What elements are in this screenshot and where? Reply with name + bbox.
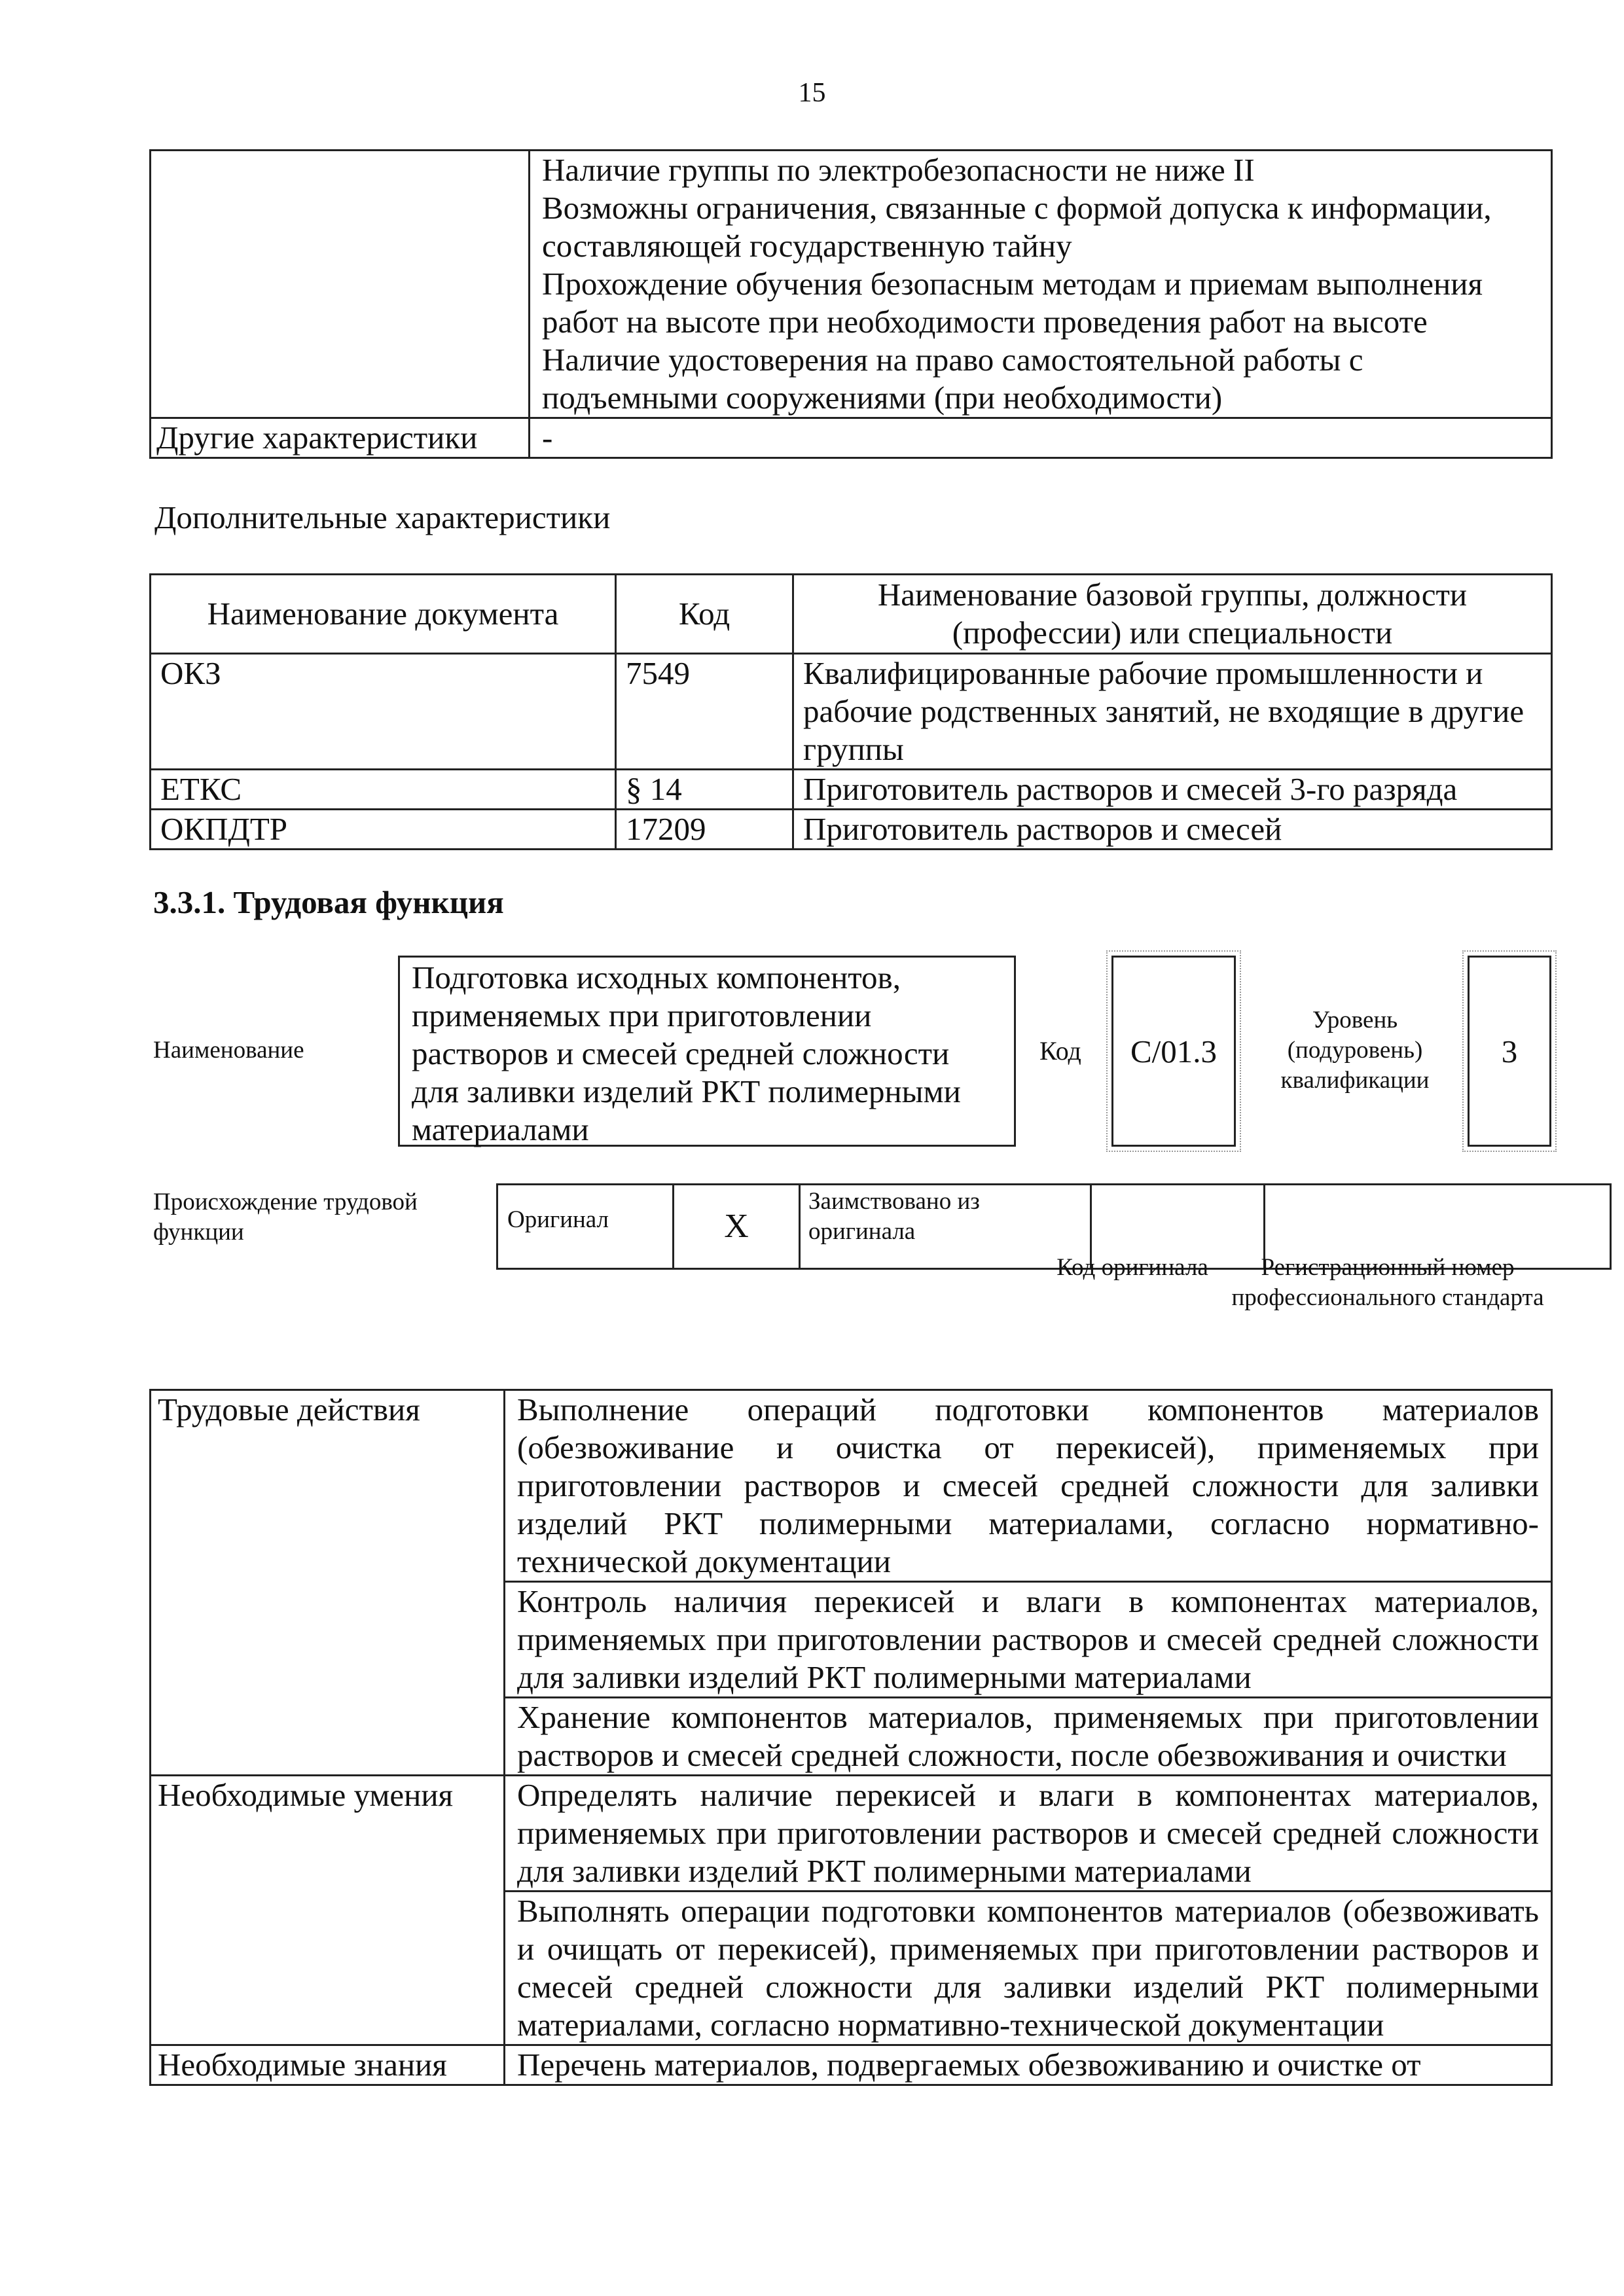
table-row — [151, 418, 1552, 458]
qualification-level-label: Уровень (подуровень) квалификации — [1280, 1007, 1430, 1094]
table-row — [151, 810, 1552, 850]
required-knowledge-label: Необходимые знания — [151, 2045, 505, 2085]
table-row — [151, 1776, 1552, 1892]
original-code-caption: Код оригинала — [1056, 1254, 1208, 1281]
function-name-box: Подготовка исходных компонентов, применяемых при приготовлении растворов и смесей средней сложности для заливки изделий РКТ полимерными материалами — [398, 956, 1016, 1147]
cell-document: ОКПДТР — [151, 810, 616, 850]
origin-borrowed-label: Заимствовано из оригинала — [800, 1185, 1091, 1269]
labor-action-cell: Выполнение операций подготовки компонентов материалов (обезвоживание и очистка от перекисей), применяемых при приготовлении растворов и смесей средней сложности для заливки изделий РКТ полимерными материалами, согласно нормативно-технической документации — [505, 1390, 1552, 1582]
qualification-level-box: 3 — [1468, 956, 1551, 1147]
conditions-value-cell — [530, 151, 1552, 418]
labor-function-table — [149, 1389, 1553, 2086]
labor-function-heading: 3.3.1. Трудовая функция — [153, 884, 504, 920]
additional-characteristics-title: Дополнительные характеристики — [154, 499, 611, 535]
requirement-line: Наличие группы по электробезопасности не ниже II — [542, 152, 1255, 188]
cell-code: § 14 — [616, 770, 793, 810]
cell-document: ОКЗ — [151, 654, 616, 770]
conditions-table — [149, 149, 1553, 459]
requirement-line: Наличие удостоверения на право самостоятельной работы с подъемными сооружениями (при необходимости) — [542, 342, 1363, 416]
cell-document: ЕТКС — [151, 770, 616, 810]
skill-cell: Определять наличие перекисей и влаги в компонентах материалов, применяемых при приготовлении растворов и смесей средней сложности для заливки изделий РКТ полимерными материалами — [505, 1776, 1552, 1892]
cell-group-name: Приготовитель растворов и смесей — [793, 810, 1552, 850]
conditions-label-cell — [151, 151, 530, 418]
other-characteristics-value: - — [530, 418, 1552, 458]
cell-code: 7549 — [616, 654, 793, 770]
requirement-line: Прохождение обучения безопасным методам и приемам выполнения работ на высоте при необходимости проведения работ на высоте — [542, 266, 1483, 340]
origin-original-mark: X — [674, 1185, 800, 1269]
column-header-document: Наименование документа — [151, 575, 616, 654]
labor-action-cell: Хранение компонентов материалов, применяемых при приготовлении растворов и смесей средней сложности, после обезвоживания и очистки — [505, 1698, 1552, 1776]
required-skills-label: Необходимые умения — [151, 1776, 505, 2045]
function-code-box: С/01.3 — [1111, 956, 1236, 1147]
table-row — [151, 2045, 1552, 2085]
table-row — [151, 654, 1552, 770]
function-origin-label: Происхождение трудовой функции — [153, 1189, 418, 1246]
cell-group-name: Квалифицированные рабочие промышленности и рабочие родственных занятий, не входящие в другие группы — [793, 654, 1552, 770]
requirement-line: Возможны ограничения, связанные с формой допуска к информации, составляющей государственную тайну — [542, 190, 1492, 264]
cell-code: 17209 — [616, 810, 793, 850]
column-header-code: Код — [616, 575, 793, 654]
table-row — [151, 151, 1552, 418]
labor-actions-label: Трудовые действия — [151, 1390, 505, 1776]
table-row — [151, 770, 1552, 810]
page-number: 15 — [798, 78, 826, 108]
column-header-group-name: Наименование базовой группы, должности (профессии) или специальности — [793, 575, 1552, 654]
labor-action-cell: Контроль наличия перекисей и влаги в компонентах материалов, применяемых при приготовлении растворов и смесей средней сложности для заливки изделий РКТ полимерными материалами — [505, 1582, 1552, 1698]
additional-characteristics-table — [149, 573, 1553, 850]
knowledge-cell: Перечень материалов, подвергаемых обезвоживанию и очистке от — [505, 2045, 1552, 2085]
other-characteristics-label: Другие характеристики — [151, 418, 530, 458]
table-row — [151, 1390, 1552, 1582]
origin-original-label: Оригинал — [497, 1185, 674, 1269]
registration-number-caption: Регистрационный номер профессионального стандарта — [1231, 1254, 1544, 1311]
table-header-row — [151, 575, 1552, 654]
skill-cell: Выполнять операции подготовки компонентов материалов (обезвоживать и очищать от перекисей), применяемых при приготовлении растворов и смесей средней сложности для заливки изделий РКТ полимерными материалами, согласно нормативно-технической документации — [505, 1892, 1552, 2045]
function-code-label: Код — [1039, 1036, 1081, 1066]
cell-group-name: Приготовитель растворов и смесей 3-го разряда — [793, 770, 1552, 810]
function-name-label: Наименование — [153, 1037, 304, 1064]
